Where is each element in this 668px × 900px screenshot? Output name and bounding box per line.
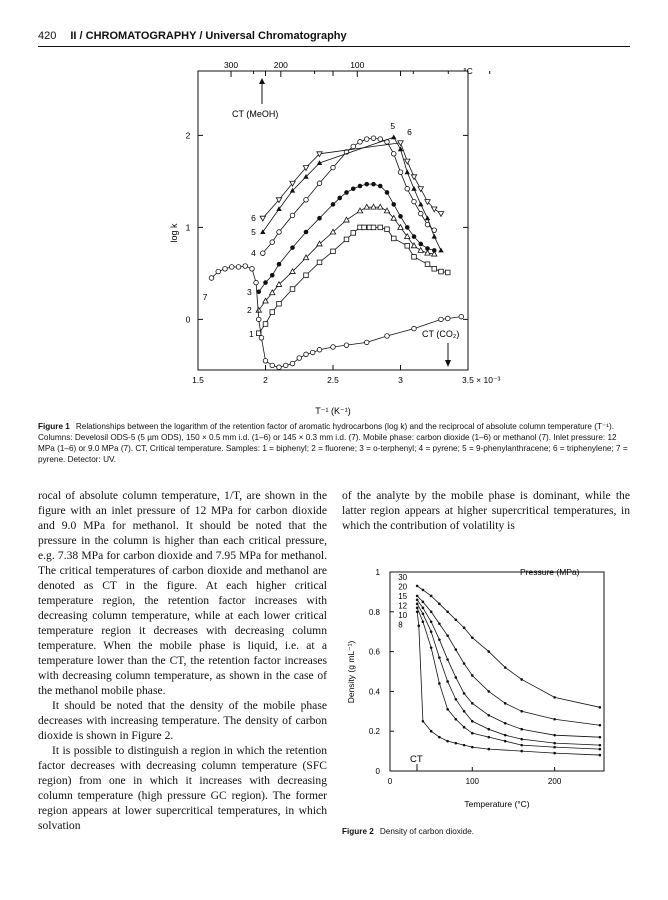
fig2-data-point [463,662,466,665]
fig2-pressure-label: 15 [398,591,408,601]
fig2-data-point [471,732,474,735]
fig2-data-point [471,746,474,749]
data-point [378,137,383,142]
data-point [364,182,369,187]
fig2-data-point [430,611,433,614]
series-label: 7 [202,292,208,302]
fig2-data-point [553,696,556,699]
data-point [432,207,437,212]
data-point [445,270,450,275]
data-point [418,202,423,207]
fig2-data-point [487,736,490,739]
data-point [432,267,437,272]
figure-2-caption [342,826,630,837]
fig2-data-point [487,650,490,653]
fig2-data-point [471,674,474,677]
fig2-data-point [504,734,507,737]
data-point [351,144,356,149]
data-point [357,208,362,213]
fig2-pressure-label: 10 [398,610,408,620]
fig2-data-point [446,680,449,683]
fig2-data-point [438,682,441,685]
data-point [277,230,282,235]
figure-1-caption-text: Relationships between the logarithm of the retention factor of aromatic hydrocarbons (log k) and the reciprocal of absolute column temperature (T⁻¹). Columns: Develosil ODS-5 (5 µm ODS), 150 × 0.5 mm i.d. (1–6) or 145 × 0.3 mm i.d. (7). Mobile phase: carbon dioxide (1–6) or methanol (7). Inlet pressure: 12 MPa (1–6) or 9.0 MPa (7). CT, Critical temperature. Samples: 1 = biphenyl; 2 = fluorene; 3 = o-terphenyl; 4 = pyrene; 5 = 9-phenylanthracene; 6 = triphenylene; 7 = pyrene. Detector: UV. [38,422,628,464]
data-point [290,287,295,292]
y-tick-label: 0 [185,314,191,325]
data-point [270,273,275,278]
data-point [385,334,390,339]
body-paragraph: of the analyte by the mobile phase is dominant, while the latter region appears at higher supercritical temperatures, in which the contribution of volatility is [342,489,630,532]
data-point [229,265,234,270]
data-point [263,280,268,285]
data-point [277,301,282,306]
fig2-data-point [422,620,425,623]
fig2-data-point [504,666,507,669]
fig2-data-point [463,710,466,713]
data-point [263,359,268,364]
top-tick-label: 100 [350,60,365,70]
data-point [304,230,309,235]
fig2-data-point [422,589,425,592]
data-point [391,236,396,241]
data-point [385,227,390,232]
data-point [351,186,356,191]
fig2-data-point [422,720,425,723]
body-paragraph: It is possible to distinguish a region in which the retention factor decreases with decreasing column temperature (SFC region) from one in which it increases with decreasing column temperature (high pressure GC region). The former region appears at lower supercritical temperatures, in which solvation [38,744,327,832]
data-point [331,249,336,254]
fig2-data-point [446,634,449,637]
fig2-data-point [438,638,441,641]
fig2-x-tick-label: 100 [465,777,479,786]
fig2-data-point [463,626,466,629]
data-point [432,234,437,239]
data-point [256,317,261,322]
data-point [358,140,363,145]
fig2-data-point [455,718,458,721]
data-point [438,248,443,253]
fig2-data-point [504,702,507,705]
data-point [290,245,295,250]
data-point [317,181,322,186]
data-point [418,248,423,253]
fig2-data-point [504,740,507,743]
fig2-ct-label: CT [410,754,423,765]
figure-1-caption-label: Figure 1 [38,422,70,431]
data-point [378,184,383,189]
data-point [391,152,396,157]
data-point [261,251,266,256]
fig2-data-point [487,748,490,751]
data-point [344,237,349,242]
series-label: 5 [390,121,396,132]
fig2-legend-title: Pressure (MPa) [520,567,580,577]
fig2-data-point [438,622,441,625]
fig2-data-point [599,754,602,757]
data-point [398,170,403,175]
data-point [209,276,214,281]
data-point [362,225,367,230]
fig2-data-point [422,607,425,610]
top-axis-unit: °C [463,66,473,76]
fig2-series-line [417,608,600,749]
x-axis-label: T⁻¹ (K⁻¹) [315,406,351,416]
data-point [358,184,363,189]
x-tick-label: 3.5 × 10⁻³ [462,375,501,385]
fig2-x-axis-label: Temperature (°C) [464,799,530,809]
data-point [371,182,376,187]
data-point [438,212,443,217]
data-point [405,169,410,174]
fig2-data-point [416,599,419,602]
body-right-column [342,488,630,533]
data-point [263,322,268,327]
fig2-series-line [417,600,600,737]
data-point [260,216,265,221]
fig2-series-line [417,612,600,755]
fig2-data-point [599,736,602,739]
data-point [283,363,288,368]
data-point [371,225,376,230]
fig2-data-point [599,724,602,727]
data-point [385,190,390,195]
x-tick-label: 2 [263,375,268,385]
data-point [351,231,356,236]
fig2-data-point [471,702,474,705]
ct-co2-arrowhead [445,360,451,367]
data-point [405,186,410,191]
data-point [243,264,248,269]
fig2-data-point [553,734,556,737]
data-point [344,343,349,348]
body-paragraph: rocal of absolute column temperature, 1/T, are shown in the figure with an inlet pressure of 12 MPa for carbon dioxide and 9.0 MPa for methanol. It should be noted that the pressure in the column is higher than each critical pressure, e.g. 7.38 MPa for carbon dioxide and 7.95 MPa for methanol. The critical temperatures of carbon dioxide and methanol are denoted as CT in the figure. At each higher critical temperature region, the retention factor increases with decreasing column temperature, while at each lower critical temperature region it decreases with decreasing column temperature. When the mobile phase is liquid, i.e. at a temperature lower than the CT, the retention factor increases with decreasing column temperature, as shown in the case of the methanol mobile phase. [38,489,327,697]
data-point [270,240,275,245]
y-tick-label: 2 [185,130,191,141]
data-point [364,340,369,345]
fig2-y-tick-label: 0.2 [368,727,380,737]
data-point [378,225,383,230]
fig2-data-point [599,706,602,709]
data-point [317,347,322,352]
data-point [331,345,336,350]
fig2-data-point [416,585,419,588]
fig2-data-point [553,742,556,745]
series-label: 6 [251,213,256,224]
fig2-data-point [438,736,441,739]
fig2-data-point [487,690,490,693]
x-tick-label: 1.5 [192,375,204,385]
series-line [212,266,462,367]
fig2-data-point [416,611,419,614]
fig2-data-point [455,698,458,701]
data-point [412,255,417,260]
fig2-data-point [438,656,441,659]
fig2-data-point [520,744,523,747]
fig2-y-tick-label: 0 [375,767,380,776]
fig2-data-point [446,740,449,743]
data-point [310,350,315,355]
fig2-y-tick-label: 0.6 [368,647,380,657]
x-tick-label: 3 [398,375,403,385]
data-point [412,326,417,331]
fig2-data-point [463,744,466,747]
fig2-data-point [418,624,421,627]
data-point [384,208,389,213]
fig2-data-point [446,658,449,661]
data-point [391,202,396,207]
y-tick-label: 1 [185,222,191,233]
figure-2-caption-text: Density of carbon dioxide. [379,827,475,836]
data-point [439,317,444,322]
data-point [304,352,309,357]
data-point [418,187,423,192]
fig2-y-tick-label: 0.8 [368,607,380,617]
fig2-y-tick-label: 0.4 [368,687,380,697]
x-tick-label: 2.5 [327,375,339,385]
data-point [254,280,259,285]
fig2-y-tick-label: 1 [375,568,380,577]
data-point [411,175,416,180]
fig2-data-point [553,752,556,755]
fig2-data-point [430,595,433,598]
data-point [445,316,450,321]
running-title: II / CHROMATOGRAPHY / Universal Chromatography [70,30,347,42]
fig2-data-point [463,692,466,695]
data-point [290,213,295,218]
fig2-data-point [422,612,425,615]
fig2-data-point [416,603,419,606]
fig2-pressure-label: 12 [398,601,408,611]
data-point [223,267,228,272]
data-point [432,248,437,253]
data-point [405,244,410,249]
fig2-data-point [455,618,458,621]
fig2-data-point [455,742,458,745]
data-point [425,262,430,267]
ct-co2-label: CT (CO₂) [422,329,460,339]
series-line [259,207,435,310]
data-point [259,336,264,341]
fig2-data-point [430,646,433,649]
data-point [412,199,417,204]
fig2-x-tick-label: 0 [387,777,393,786]
data-point [364,137,369,142]
body-paragraph: It should be noted that the density of the mobile phase decreases with increasing temperature. The density of carbon dioxide is shown in Figure 2. [38,699,327,742]
fig2-data-point [430,630,433,633]
fig2-data-point [463,726,466,729]
fig2-data-point [422,601,425,604]
data-point [425,246,430,251]
data-point [412,234,417,239]
fig2-data-point [416,607,419,610]
data-point [250,267,255,272]
data-point [331,202,336,207]
body-left-column [38,488,327,833]
fig2-data-point [520,678,523,681]
figure-2-caption-label: Figure 2 [342,827,374,836]
data-point [216,269,221,274]
data-point [277,262,282,267]
fig2-data-point [455,648,458,651]
fig2-data-point [455,676,458,679]
data-point [337,196,342,201]
data-point [270,363,275,368]
data-point [236,265,241,270]
figure-1-caption [38,421,630,465]
data-point [331,165,336,170]
fig2-data-point [599,744,602,747]
data-point [459,314,464,319]
fig2-data-point [487,714,490,717]
fig2-data-point [471,720,474,723]
data-point [317,216,322,221]
fig2-x-tick-label: 200 [547,777,562,786]
top-tick-label: 300 [223,60,239,70]
data-point [317,260,322,265]
data-point [398,214,403,219]
series-label: 6 [407,126,412,137]
fig2-data-point [504,722,507,725]
data-point [304,273,309,278]
data-point [304,198,309,203]
fig2-data-point [599,748,602,751]
fig2-data-point [487,728,490,731]
series-label: 5 [251,227,256,237]
fig2-data-point [416,595,419,598]
data-point [270,310,275,315]
fig2-data-point [553,746,556,749]
fig2-data-point [471,636,474,639]
data-point [344,190,349,195]
data-point [371,136,376,141]
fig2-series-line [417,596,600,725]
series-label: 1 [249,329,254,340]
series-line [263,143,441,218]
fig2-data-point [520,750,523,753]
fig2-data-point [430,620,433,623]
fig2-data-point [446,708,449,711]
fig2-series-line [417,586,600,707]
fig2-data-point [430,730,433,733]
data-point [418,242,423,247]
data-point [290,361,295,366]
data-point [425,215,430,220]
page-number: 420 [38,30,57,42]
fig2-data-point [520,710,523,713]
fig2-data-point [446,611,449,614]
data-point [344,217,349,222]
fig2-data-point [520,738,523,741]
top-tick-label: 200 [273,60,288,70]
series-label: 3 [247,286,252,297]
fig2-data-point [520,728,523,731]
data-point [297,356,302,361]
data-point [405,225,410,230]
series-label: 2 [247,305,252,316]
fig2-data-point [438,603,441,606]
y-axis-label: log k [169,223,179,243]
data-point [418,211,423,216]
fig2-data-point [553,718,556,721]
series-label: 4 [251,248,256,259]
data-point [277,365,282,370]
data-point [405,159,410,164]
data-point [391,134,396,139]
ct-meoh-arrowhead [259,78,265,84]
fig2-pressure-label: 8 [398,620,403,630]
fig2-pressure-label: 30 [398,572,408,582]
data-point [411,186,416,191]
fig2-y-axis-label: Density (g mL⁻¹) [346,640,356,704]
ct-meoh-label: CT (MeOH) [232,109,279,119]
fig2-pressure-label: 20 [398,582,408,592]
fig2-series-line [417,604,600,745]
data-point [439,269,444,274]
